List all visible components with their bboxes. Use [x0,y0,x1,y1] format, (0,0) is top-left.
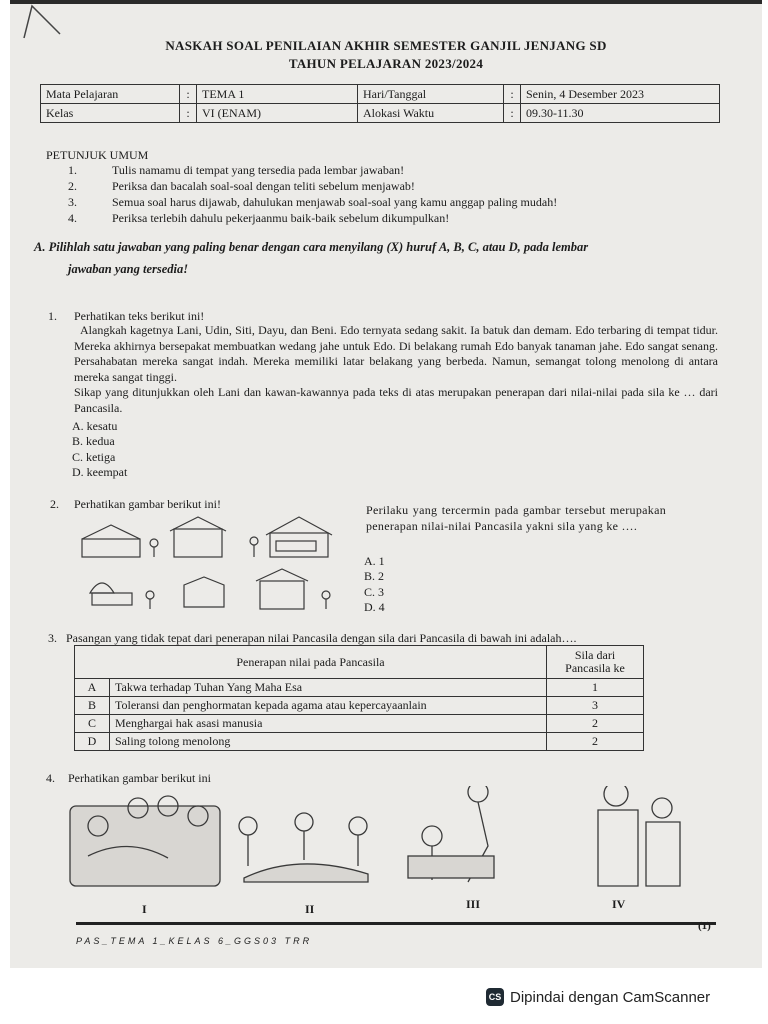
option-d: D. 4 [364,600,385,614]
option-a: A. 1 [364,554,385,568]
scan-edge [10,0,762,4]
table-row [75,697,644,715]
exam-code: PAS_TEMA 1_KELAS 6_GGS03 TRR [76,936,313,946]
question-number: 3. [48,631,57,645]
pancasila-table [74,645,644,751]
camscanner-logo-icon: CS [486,988,504,1006]
row-letter: D [75,733,110,751]
separator: : [504,85,521,104]
subject-value: TEMA 1 [197,85,358,104]
column-header [547,646,644,679]
exam-year: TAHUN PELAJARAN 2023/2024 [288,56,484,71]
separator: : [180,85,197,104]
class-label: Kelas [41,104,180,123]
instruction-num: 2. [68,179,77,193]
scan-corner-icon [22,4,62,40]
day-value: Senin, 4 Desember 2023 [521,85,720,104]
row-text: Menghargai hak asasi manusia [110,715,547,733]
question-text: Sikap yang ditunjukkan oleh Lani dan kawan-kawannya pada teks di atas merupakan penerapan dari nilai-nilai pada sila ke … dari Pancasila. [74,385,718,415]
question-intro: Perhatikan gambar berikut ini [68,771,211,785]
instructions-heading: PETUNJUK UMUM [46,148,149,162]
day-label: Hari/Tanggal [358,85,504,104]
question-number: 2. [50,497,59,511]
camscanner-watermark [486,985,746,1009]
section-a-instruction: A. Pilihlah satu jawaban yang paling benar dengan cara menyilang (X) huruf A, B, C, atau D, pada lembar [34,240,589,254]
instruction-text: Tulis namamu di tempat yang tersedia pada lembar jawaban! [112,163,405,177]
question-intro: Perhatikan gambar berikut ini! [74,497,221,511]
instruction-num: 1. [68,163,77,177]
class-value: VI (ENAM) [197,104,358,123]
table-row [75,733,644,751]
option-c: C. 3 [364,585,385,599]
footer-rule [76,922,716,925]
question-text: Perilaku yang tercermin pada gambar tersebut merupakan penerapan nilai-nilai Pancasila yakni sila yang ke …. [366,503,666,533]
row-letter: C [75,715,110,733]
camscanner-text: Dipindai dengan CamScanner [510,988,711,1006]
row-sila: 1 [547,679,644,697]
exam-paper [10,0,762,968]
question-number: 1. [48,309,57,323]
reading-passage: Alangkah kagetnya Lani, Udin, Siti, Dayu, dan Beni. Edo ternyata sedang sakit. Ia batuk dan demam. Edo terbaring di tempat tidur. Mereka akhirnya bersepakat membuatkan wedang jahe untuk Edo. Di belakang rumah Edo banyak tanaman jahe. Edo sangat senang. Persahabatan mereka sangat indah. Mereka memiliki latar belakang yang berbeda. Namun, semangat tolong menolong di antara mereka sangat tinggi. [74,323,718,384]
page-number: (1) [698,920,711,932]
option-d: D. keempat [72,465,128,479]
subject-label: Mata Pelajaran [41,85,180,104]
table-row [75,679,644,697]
row-sila: 2 [547,715,644,733]
instruction-text: Semua soal harus dijawab, dahulukan menjawab soal-soal yang kamu anggap paling mudah! [112,195,558,209]
instruction-text: Periksa dan bacalah soal-soal dengan teliti sebelum menjawab! [112,179,415,193]
row-letter: A [75,679,110,697]
image-label-iii: III [466,897,481,911]
row-text: Toleransi dan penghormatan kepada agama atau kepercayaanlain [110,697,547,715]
separator: : [504,104,521,123]
row-text: Takwa terhadap Tuhan Yang Maha Esa [110,679,547,697]
column-header-line: Pancasila ke [565,661,625,675]
option-b: B. kedua [72,434,115,448]
info-table [40,84,720,123]
section-a-instruction-cont: jawaban yang tersedia! [68,262,189,276]
exam-title: NASKAH SOAL PENILAIAN AKHIR SEMESTER GANJIL JENJANG SD [165,38,607,53]
image-label-ii: II [305,902,315,916]
option-a: A. kesatu [72,419,118,433]
row-text: Saling tolong menolong [110,733,547,751]
question-number: 4. [46,771,55,785]
option-b: B. 2 [364,569,385,583]
instruction-text: Periksa terlebih dahulu pekerjaanmu baik-baik sebelum dikumpulkan! [112,211,450,225]
image-label-iv: IV [612,897,626,911]
time-label: Alokasi Waktu [358,104,504,123]
table-row [75,715,644,733]
children-activity-illustration [68,786,718,898]
time-value: 09.30-11.30 [521,104,720,123]
image-label-i: I [142,902,147,916]
instruction-num: 4. [68,211,77,225]
row-letter: B [75,697,110,715]
community-illustration [74,515,354,615]
question-intro: Perhatikan teks berikut ini! [74,309,205,323]
column-header-line: Sila dari [574,648,616,662]
column-header: Penerapan nilai pada Pancasila [75,646,547,679]
option-c: C. ketiga [72,450,116,464]
row-sila: 2 [547,733,644,751]
question-text: Pasangan yang tidak tepat dari penerapan nilai Pancasila dengan sila dari Pancasila di bawah ini adalah…. [66,631,577,645]
instruction-num: 3. [68,195,77,209]
separator: : [180,104,197,123]
row-sila: 3 [547,697,644,715]
